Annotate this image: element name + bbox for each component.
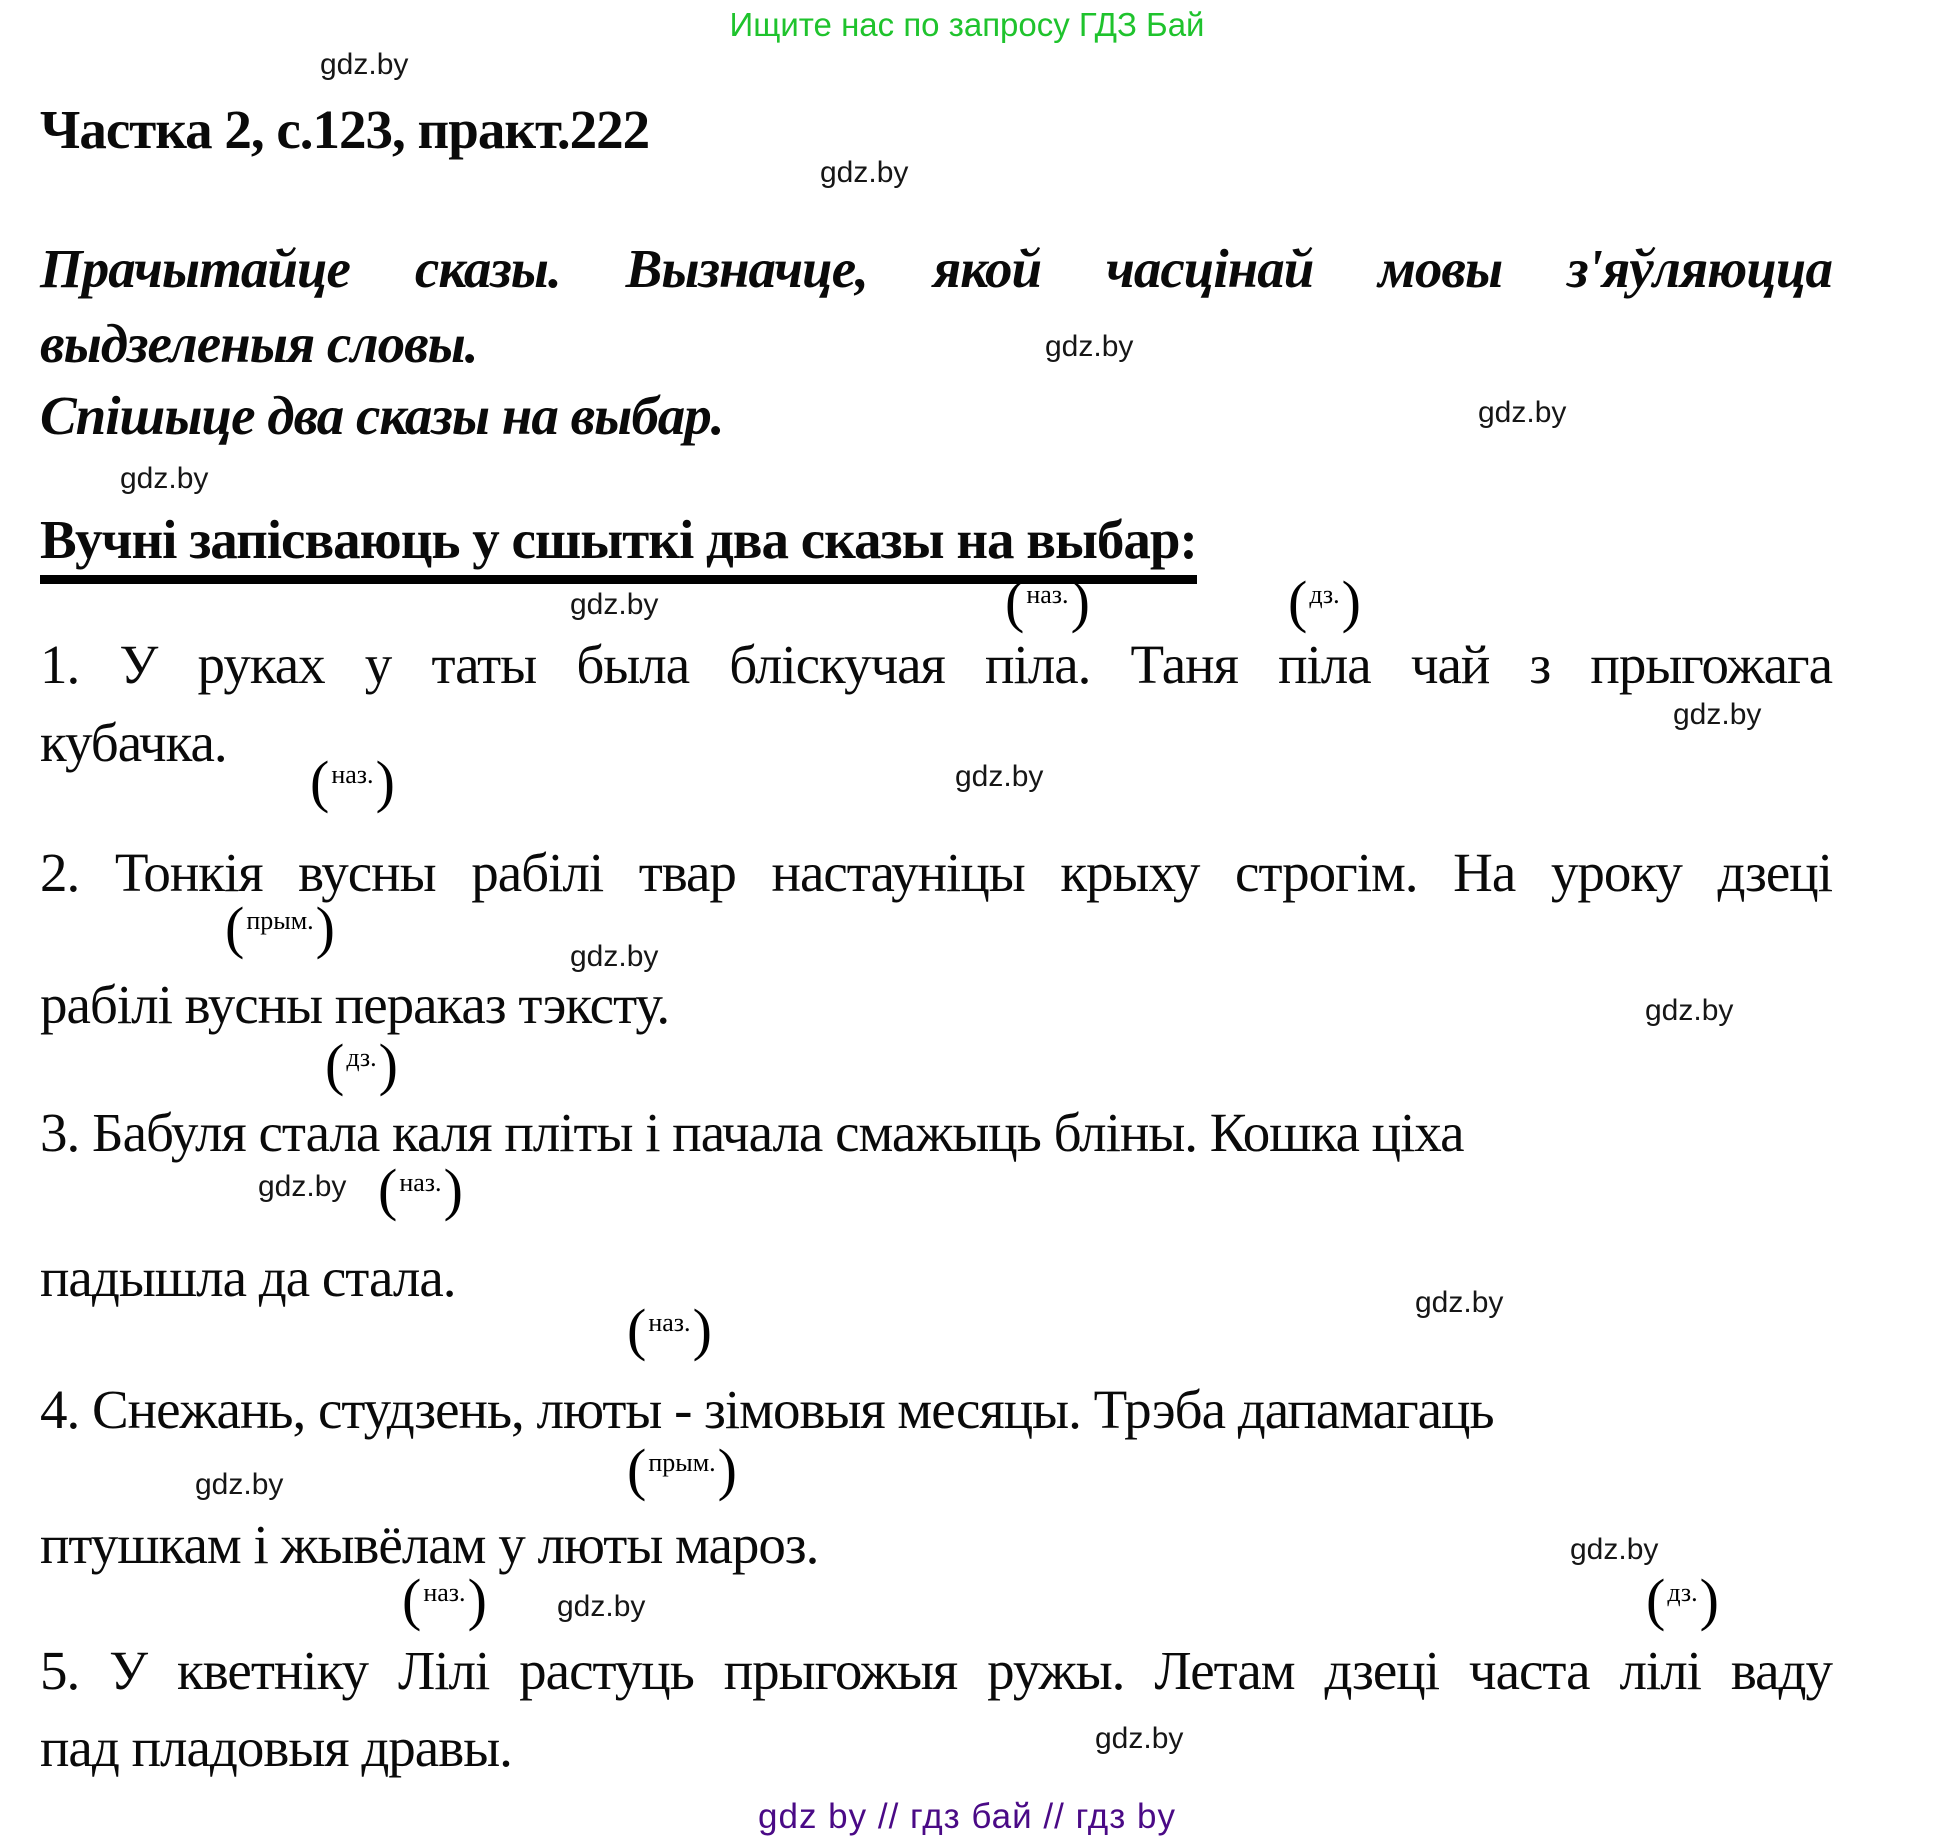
watermark: gdz.by (1570, 1533, 1659, 1566)
paren-close: ) (378, 1032, 398, 1097)
sentence-2-line-1: 2. Тонкія вусны рабілі твар настауніцы крыху строгім. На уроку дзеці (40, 842, 1832, 903)
annotation-naz: ( наз. ) (310, 749, 395, 814)
paren-open: ( (1288, 569, 1308, 634)
task-line-1: Прачытайце сказы. Вызначце, якой часцінай мовы з'яўляюцца (40, 238, 1832, 299)
watermark: gdz.by (557, 1590, 646, 1623)
paren-close: ) (1699, 1567, 1719, 1632)
paren-open: ( (310, 749, 330, 814)
watermark: gdz.by (1045, 330, 1134, 363)
paren-open: ( (1646, 1567, 1666, 1632)
annotation-naz: ( наз. ) (378, 1157, 463, 1222)
watermark: gdz.by (258, 1170, 347, 1203)
watermark: gdz.by (195, 1468, 284, 1501)
paren-close: ) (1341, 569, 1361, 634)
task-line-3: Спішыце два сказы на выбар. (40, 385, 724, 446)
annotation-prym: ( прым. ) (225, 895, 335, 960)
paren-close: ) (717, 1437, 737, 1502)
paren-open: ( (402, 1567, 422, 1632)
paren-open: ( (325, 1032, 345, 1097)
watermark: gdz.by (955, 760, 1044, 793)
paren-open: ( (1005, 569, 1025, 634)
watermark: gdz.by (120, 462, 209, 495)
paren-close: ) (467, 1567, 487, 1632)
annotation-naz: ( наз. ) (627, 1297, 712, 1362)
annotation-naz: ( наз. ) (402, 1567, 487, 1632)
sentence-1-line-1: 1. У руках у таты была бліскучая піла. Таня піла чай з прыгожага (40, 634, 1832, 695)
watermark: gdz.by (1673, 698, 1762, 731)
answer-subtitle: Вучні запісваюць у сшыткі два сказы на выбар: (40, 508, 1197, 584)
page-title: Частка 2, с.123, практ.222 (40, 99, 650, 160)
annotation-prym: ( прым. ) (627, 1437, 737, 1502)
sentence-5-line-1: 5. У кветніку Лілі растуць прыгожыя ружы. Летам дзеці часта лілі ваду (40, 1640, 1832, 1701)
sentence-4-line-2: птушкам і жывёлам у люты мароз. (40, 1514, 819, 1575)
paren-open: ( (225, 895, 245, 960)
sentence-3-line-2: падышла да стала. (40, 1247, 456, 1308)
paren-close: ) (315, 895, 335, 960)
annotation-dz: ( дз. ) (325, 1032, 398, 1097)
watermark: gdz.by (1478, 396, 1567, 429)
annotation-dz: ( дз. ) (1288, 569, 1361, 634)
footer-brand: gdz by // гдз бай // гдз by (758, 1797, 1176, 1836)
watermark: gdz.by (1095, 1722, 1184, 1755)
sentence-1-line-2: кубачка. (40, 712, 227, 773)
sentence-2-line-2: рабілі вусны пераказ тэксту. (40, 974, 670, 1035)
sentence-5-line-2: пад пладовыя дравы. (40, 1717, 512, 1778)
paren-open: ( (627, 1437, 647, 1502)
paren-close: ) (692, 1297, 712, 1362)
watermark: gdz.by (570, 940, 659, 973)
watermark: gdz.by (1645, 994, 1734, 1027)
watermark: gdz.by (570, 588, 659, 621)
paren-close: ) (443, 1157, 463, 1222)
paren-close: ) (375, 749, 395, 814)
paren-open: ( (627, 1297, 647, 1362)
sentence-3-line-1: 3. Бабуля стала каля пліты і пачала смажыць бліны. Кошка ціха (40, 1102, 1464, 1163)
paren-close: ) (1070, 569, 1090, 634)
annotation-dz: ( дз. ) (1646, 1567, 1719, 1632)
watermark: gdz.by (320, 48, 409, 81)
sentence-4-line-1: 4. Снежань, студзень, люты - зімовыя месяцы. Трэба дапамагаць (40, 1379, 1494, 1440)
annotation-naz: ( наз. ) (1005, 569, 1090, 634)
watermark: gdz.by (820, 156, 909, 189)
watermark: gdz.by (1415, 1286, 1504, 1319)
paren-open: ( (378, 1157, 398, 1222)
promo-banner: Ищите нас по запросу ГДЗ Бай (729, 6, 1205, 43)
task-line-2: выдзеленыя словы. (40, 313, 478, 374)
